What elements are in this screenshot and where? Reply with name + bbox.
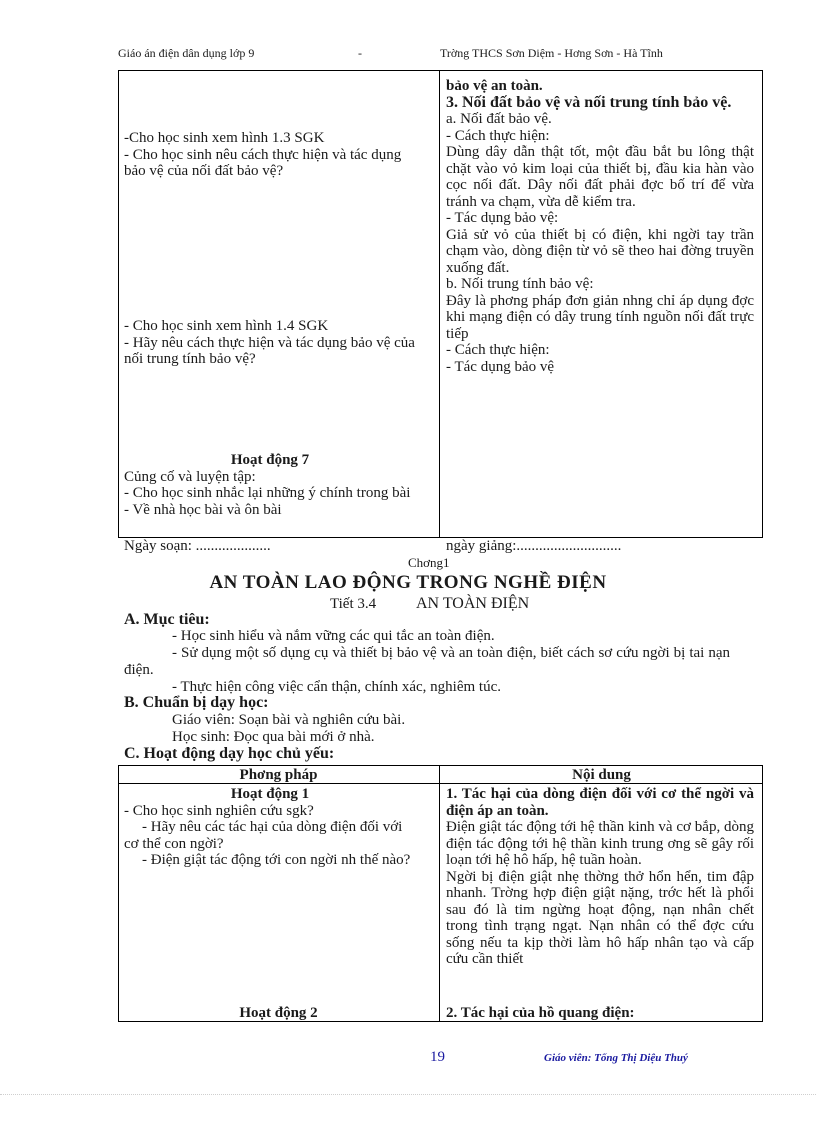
hint-hinh-1-4: - Cho học sinh xem hình 1.4 SGK [124, 318, 329, 334]
table1-left-cell [124, 130, 416, 180]
activity-7-title: Hoạt động 7 [230, 452, 310, 468]
section-1-title: 1. Tác hại của dòng điện đối với cơ thể ngời và điện áp an toàn. [446, 786, 754, 819]
subsection-b-item: - Tác dụng bảo vệ [446, 358, 555, 375]
subsection-b-text: Đây là phơng pháp đơn giản nhng chỉ áp dụng đợc khi mạng điện có dây trung tính nguồn nối đất trực tiếp [446, 292, 754, 342]
activity-7 [124, 452, 416, 518]
effect-text: Giả sử vỏ của thiết bị có điện, khi ngời tay trần chạm vào, dòng điện từ vỏ sẽ theo hai đờng truyền xuống đất. [446, 226, 754, 276]
objective-item: - Sử dụng một số dụng cụ và thiết bị bảo vệ và an toàn điện, biết cách sơ cứu ngời bị tai nạn điện. [124, 645, 730, 678]
method-text: Dùng dây dẫn thật tốt, một đầu bắt bu lông thật chặt vào vỏ kim loại của thiết bị, đầu kia hàn vào cọc nối đất. Dây nối đất phải đợc bố trí để vừa tránh va chạm, vừa dễ kiểm tra. [446, 144, 754, 210]
table1-divider [439, 70, 440, 538]
section-3-title: 3. Nối đất bảo vệ và nối trung tính bảo vệ. [446, 93, 732, 111]
activity-2-title: Hoạt động 2 [239, 1005, 318, 1021]
activity-1-line: - Hãy nêu các tác hại của dòng điện đối với cơ thể con ngời? [124, 819, 403, 852]
table2-head-content: Nội dung [572, 767, 631, 783]
prep-item: Giáo viên: Soạn bài và nghiên cứu bài. [172, 712, 406, 728]
subsection-b-item: - Cách thực hiện: [446, 342, 550, 358]
date-taught: ngày giảng:............................ [446, 538, 622, 554]
subsection-b-title: b. Nối trung tính bảo vệ: [446, 276, 594, 292]
lesson-title: AN TOÀN ĐIỆN [416, 595, 530, 612]
objective-item: - Học sinh hiểu và nắm vững các qui tắc an toàn điện. [172, 628, 495, 644]
header-subject: Giáo án điện dân dụng lớp 9 [118, 46, 255, 60]
continued-heading: bảo vệ an toàn. [446, 78, 543, 94]
page-bottom-rule [0, 1094, 816, 1095]
section-a-title: A. Mục tiêu: [124, 611, 210, 628]
table2-left-cell [124, 786, 416, 869]
table2-divider [439, 765, 440, 1022]
content-paragraph: Ngời bị điện giật nhẹ thờng thở hổn hển, tim đập nhanh. Trờng hợp điện giật nặng, trớc hết là phổi sau đó là tim ngừng hoạt động, nạn nhân chết trong tình trạng ngạt. Nạn nhân có thể đợc cứu sống nếu ta kịp thời làm hô hấp nhân tạo và cấp cứu cần thiết [446, 868, 754, 967]
table2-head-method: Phơng pháp [239, 767, 318, 783]
table1-right-cell [446, 78, 754, 375]
section-2-title: 2. Tác hại của hồ quang điện: [446, 1005, 635, 1021]
section-b-title: B. Chuẩn bị dạy học: [124, 694, 269, 711]
date-prepared: Ngày soạn: .................... [124, 538, 271, 554]
question-trung-tinh: - Hãy nêu cách thực hiện và tác dụng bảo vệ của nối trung tính bảo vệ? [124, 334, 415, 367]
question-noi-dat: - Cho học sinh nêu cách thực hiện và tác dụng bảo vệ của nối đất bảo vệ? [124, 146, 402, 179]
table1-left-cell-b [124, 318, 416, 368]
prep-item: Học sinh: Đọc qua bài mới ở nhà. [172, 729, 375, 745]
hint-hinh-1-3: -Cho học sinh xem hình 1.3 SGK [124, 130, 325, 146]
lesson-number: Tiết 3.4 [330, 596, 377, 612]
activity-7-line: - Cho học sinh nhắc lại những ý chính trong bài [124, 485, 411, 501]
content-paragraph: Điện giật tác động tới hệ thần kinh và cơ bắp, dòng điện tác động tới hệ thần kinh trung ơng sẽ gây rối loạn tới hệ hô hấp, hệ tuần hoàn. [446, 819, 754, 868]
section-c-title: C. Hoạt động dạy học chủ yếu: [124, 745, 335, 762]
header-school: Trờng THCS Sơn Diệm - Hơng Sơn - Hà Tĩnh [440, 46, 663, 60]
header-separator: - [358, 46, 362, 60]
page-header [0, 46, 816, 66]
chapter-label: Chơng1 [408, 555, 450, 570]
activity-1-line: - Điện giật tác động tới con ngời nh thế nào? [142, 852, 411, 868]
objective-item: - Thực hiện công việc cẩn thận, chính xác, nghiêm túc. [172, 679, 501, 695]
activity-7-line: Củng cố và luyện tập: [124, 468, 256, 485]
activity-1-line: - Cho học sinh nghiên cứu sgk? [124, 802, 314, 819]
effect-label: - Tác dụng bảo vệ: [446, 210, 559, 226]
subsection-a-title: a. Nối đất bảo vệ. [446, 111, 552, 127]
activity-7-line: - Về nhà học bài và ôn bài [124, 501, 282, 518]
page-number: 19 [430, 1049, 445, 1065]
activity-1-title: Hoạt động 1 [230, 786, 310, 802]
method-label: - Cách thực hiện: [446, 127, 550, 144]
table2-right-cell [446, 786, 754, 968]
teacher-signature: Giáo viên: Tống Thị Diệu Thuý [544, 1052, 688, 1064]
chapter-title: AN TOÀN LAO ĐỘNG TRONG NGHỀ ĐIỆN [209, 572, 607, 593]
